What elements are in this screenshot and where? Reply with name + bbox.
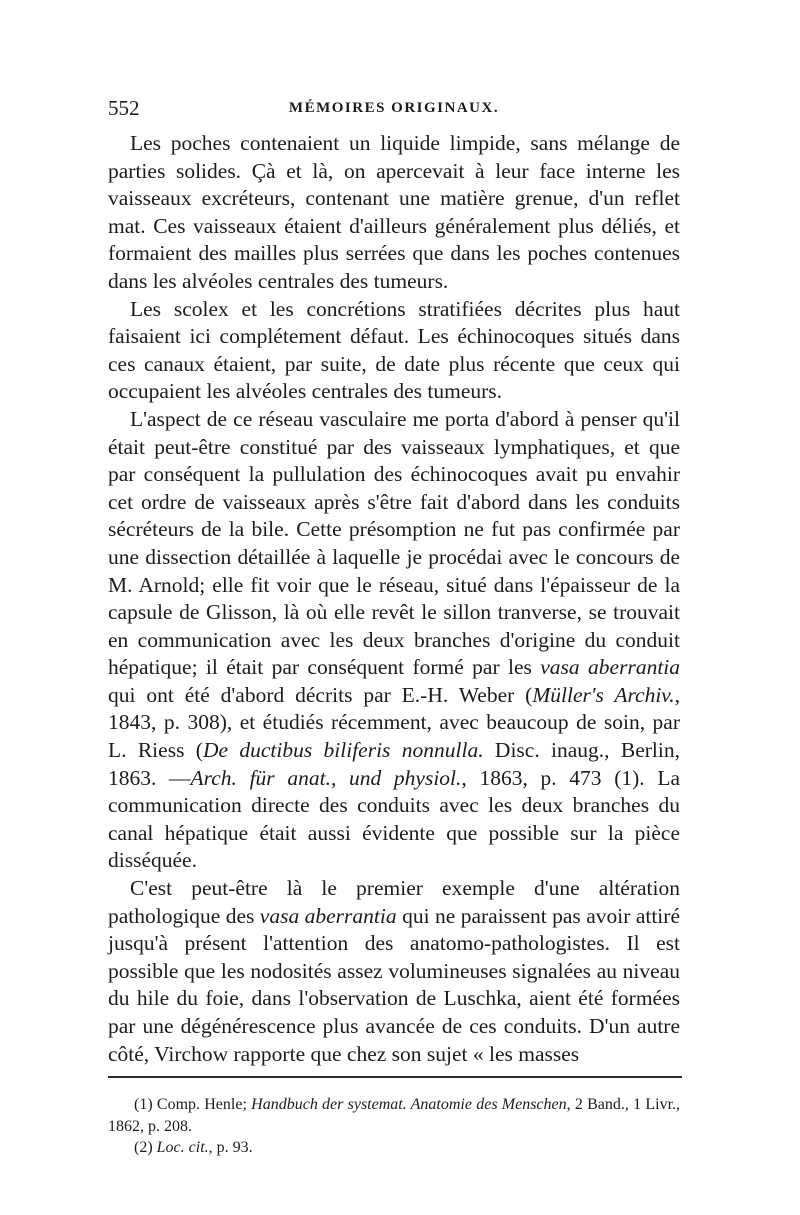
body-text [108,130,680,1068]
paragraph-3-italic-1: vasa aberrantia [540,655,681,680]
paragraph-3-text-2: qui ont été d'abord décrits par E.-H. Weber ( [108,682,533,707]
paragraph-3-italic-3: De ductibus biliferis nonnulla. [202,738,484,763]
footnote-1-text-1: (1) Comp. Henle; [134,1096,247,1113]
footnote-1-text-2: , 2 Band., 1 Livr., 1862, p. 208. [108,1096,681,1135]
paragraph-2: Les scolex et les concrétions stratifiées décrites plus haut faisaient ici complétement défaut. Les échinocoques situés dans ces canaux étaient, par suite, de date plus récente que ceux qui occupaient les alvéoles centrales des tumeurs. [108,296,680,404]
paragraph-4-text-1: C'est peut-être là le premier exemple d'une altération pathologique des [108,876,680,928]
page-number: 552 [108,96,140,120]
paragraph-4 [108,875,680,1068]
footnote-2 [108,1137,680,1159]
paragraph-3-text-3: , 1843, p. 308), et étudiés récemment, avec beaucoup de soin, par L. Riess ( [108,682,681,763]
footnotes [108,1094,680,1159]
running-title: MÉMOIRES ORIGINAUX. [288,100,500,116]
footnote-2-text-1: (2) [134,1139,153,1156]
paragraph-4-text-2: qui ne paraissent pas avoir attiré jusqu'à présent l'attention des anatomo-pathologistes. Il est possible que les nodosités assez volumineuses signalées au niveau du hile du foie, dans l'observation de Luschka, aient été formées par une dégénérescence plus avancée de ces conduits. D'un autre côté, Virchow rapporte que chez son sujet « les masses [108,903,680,1066]
paragraph-1: Les poches contenaient un liquide limpide, sans mélange de parties solides. Çà et là, on apercevait à leur face interne les vaisseaux excréteurs, contenant une matière grenue, d'un reflet mat. Ces vaisseaux étaient d'ailleurs généralement plus déliés, et formaient des mailles plus serrées que dans les poches contenues dans les alvéoles centrales des tumeurs. [108,131,680,293]
page-header [108,96,680,126]
paragraph-3-text-4: Disc. inaug., Berlin, 1863. — [108,738,681,790]
footnote-separator [108,1076,682,1078]
paragraph-4-italic-1: vasa aberrantia [259,903,397,928]
paragraph-3-italic-2: Müller's Archiv. [532,682,675,707]
footnote-1-italic: Handbuch der systemat. Anatomie des Menschen [251,1096,567,1113]
footnote-2-text-2: , p. 93. [208,1139,253,1156]
paragraph-3-text-1: L'aspect de ce réseau vasculaire me porta d'abord à penser qu'il était peut-être constitué par des vaisseaux lymphatiques, et que par conséquent la pullulation des échinocoques avait pu envahir cet ordre de vaisseaux après s'être fait d'abord dans les conduits sécréteurs de la bile. Cette présomption ne fut pas confirmée par une dissection détaillée à laquelle je procédai avec le concours de M. Arnold; elle fit voir que le réseau, situé dans l'épaisseur de la capsule de Glisson, là où elle revêt le sillon tranverse, se trouvait en communication avec les deux branches d'origine du conduit hépatique; il était par conséquent formé par les [108,406,680,680]
paragraph-3-text-5: , 1863, p. 473 (1). La communication directe des conduits avec les deux branches du canal hépatique était aussi évidente que possible sur la pièce disséquée. [108,765,681,873]
footnote-1 [108,1094,680,1137]
footnote-2-italic: Loc. cit. [156,1139,209,1156]
paragraph-3-italic-4: Arch. für anat., und physiol. [190,765,462,790]
paragraph-3 [108,406,680,875]
